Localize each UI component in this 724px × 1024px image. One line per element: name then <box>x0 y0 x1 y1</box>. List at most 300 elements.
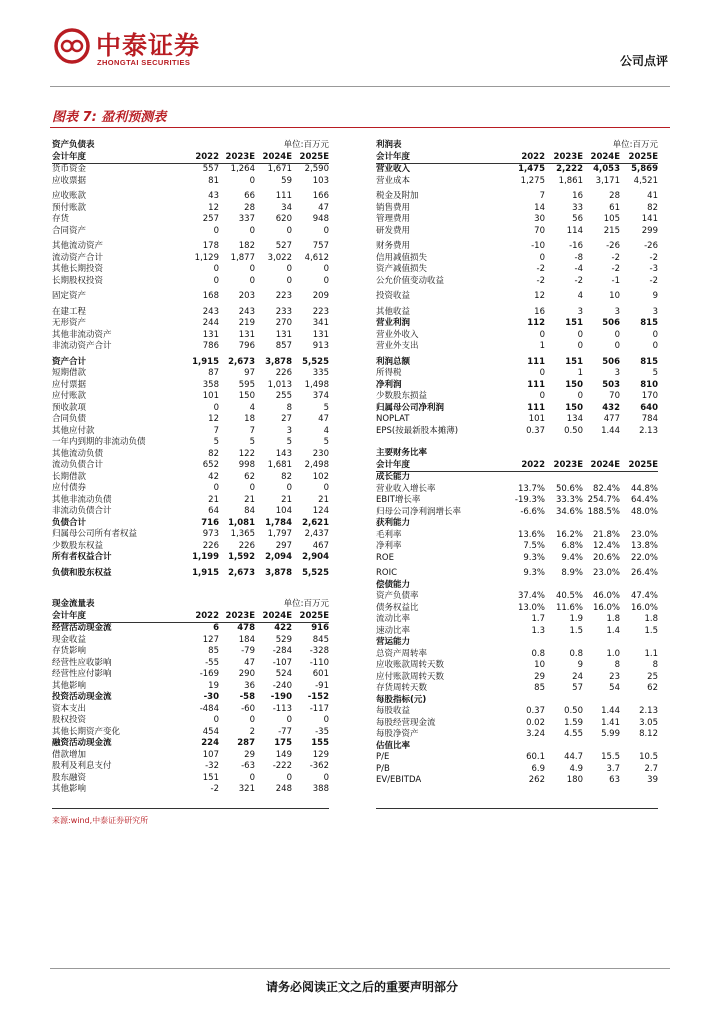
cell-value: 16 <box>572 191 583 201</box>
cell-value: 3,878 <box>265 567 292 578</box>
cell-value: 4,612 <box>304 252 329 263</box>
cell-value: 8 <box>614 660 620 670</box>
cell-value: 1,264 <box>230 164 255 174</box>
cell-value: 102 <box>312 471 329 482</box>
row-label: 其他非流动负债 <box>52 494 112 505</box>
row-label: ROE <box>376 552 394 563</box>
table-row <box>52 380 329 392</box>
cell-value: 557 <box>202 164 219 174</box>
cell-value: 0 <box>539 252 545 263</box>
table-row <box>376 672 658 684</box>
cell-value: 12 <box>534 291 545 301</box>
logo-text-en: ZHONGTAI SECURITIES <box>97 58 191 67</box>
cell-value: 477 <box>603 414 620 424</box>
bottom-rule-right <box>376 808 658 809</box>
cell-value: 2.13 <box>639 425 658 436</box>
column-header: 2024E <box>262 151 292 162</box>
cell-value: 0 <box>213 715 219 725</box>
cell-value: -6.6% <box>520 506 545 517</box>
cell-value: 5 <box>323 437 329 447</box>
cell-value: 175 <box>274 738 292 748</box>
cell-value: 150 <box>238 391 255 401</box>
cell-value: -328 <box>309 646 329 656</box>
cell-value: 141 <box>641 214 658 224</box>
table-row <box>52 276 329 288</box>
row-label: 一年内到期的非流动负债 <box>52 437 146 447</box>
cell-value: 6.8% <box>561 541 583 551</box>
cell-value: -2 <box>574 275 583 286</box>
row-label: 预收款项 <box>52 402 87 413</box>
column-header: 会计年度 <box>52 151 87 162</box>
cell-value: 796 <box>238 341 255 351</box>
page-header <box>0 0 724 80</box>
table-row <box>52 241 329 253</box>
cell-value: 467 <box>312 540 329 551</box>
cell-value: 2,621 <box>302 517 329 528</box>
row-label: 现金收益 <box>52 634 87 645</box>
cell-value: 524 <box>275 669 292 679</box>
table-row <box>52 291 329 303</box>
cell-value: 0 <box>577 341 583 351</box>
figure-title: 图表 7: 盈利预测表 <box>52 110 167 125</box>
cell-value: 1,784 <box>265 517 292 528</box>
row-label: 流动负债合计 <box>52 460 104 470</box>
cell-value: 28 <box>609 191 620 201</box>
cell-value: 18 <box>244 414 255 424</box>
cell-value: 1,498 <box>304 379 329 390</box>
table-row <box>376 191 658 203</box>
cell-value: 0.37 <box>526 706 545 716</box>
cell-value: 1,275 <box>520 175 545 186</box>
column-header: 2022 <box>195 151 219 162</box>
row-label: 成长能力 <box>376 472 411 482</box>
row-label: 资产合计 <box>52 356 87 367</box>
cell-value: 87 <box>208 368 219 378</box>
row-label: 其他应付款 <box>52 425 95 436</box>
table-row <box>376 695 658 707</box>
table-row <box>376 626 658 638</box>
cell-value: 948 <box>312 214 329 224</box>
table-row <box>376 330 658 342</box>
cell-value: 122 <box>238 448 255 459</box>
cell-value: 21.8% <box>592 529 620 540</box>
cell-value: 529 <box>275 634 292 645</box>
cell-value: -222 <box>272 761 292 771</box>
cell-value: 3,022 <box>267 252 292 263</box>
cell-value: 913 <box>312 341 329 351</box>
row-label: 应收账款周转天数 <box>376 660 445 670</box>
cell-value: 0 <box>323 772 329 783</box>
table-row <box>52 506 329 518</box>
row-label: 营业收入增长率 <box>376 483 436 494</box>
cell-value: 0 <box>213 483 219 493</box>
row-label: 其他长期资产变化 <box>52 726 121 737</box>
table-row <box>52 226 329 238</box>
footer-divider <box>50 968 670 969</box>
cell-value: 111 <box>527 356 545 367</box>
table-row <box>52 635 329 647</box>
table-row <box>376 591 658 603</box>
cashflow-title-row <box>52 599 329 611</box>
cell-value: 784 <box>641 414 658 424</box>
cell-value: -113 <box>272 703 292 714</box>
cell-value: 21 <box>244 494 255 505</box>
cell-value: -2 <box>611 252 620 263</box>
cell-value: 149 <box>275 749 292 760</box>
cell-value: 56 <box>572 214 583 224</box>
cell-value: 155 <box>311 738 329 748</box>
cell-value: 2,673 <box>228 567 255 578</box>
cell-value: 9 <box>577 660 583 670</box>
cell-value: 70 <box>534 225 545 236</box>
row-label: 归属母公司净利润 <box>376 402 445 413</box>
row-label: P/B <box>376 763 390 774</box>
cell-value: 1.44 <box>601 425 620 436</box>
cell-value: 0.50 <box>564 706 583 716</box>
cell-value: 47.4% <box>630 591 658 601</box>
ratios-title: 主要财务比率 <box>376 448 428 458</box>
footer-disclaimer: 请务必阅读正文之后的重要声明部分 <box>265 980 458 994</box>
cell-value: -79 <box>241 646 255 656</box>
row-label: 应付债券 <box>52 483 87 493</box>
cell-value: 112 <box>527 318 545 328</box>
column-header: 2023E <box>553 459 583 470</box>
cell-value: 13.0% <box>517 602 545 613</box>
table-row <box>52 681 329 693</box>
row-label: 应收票据 <box>52 175 87 186</box>
cell-value: 2.13 <box>639 706 658 716</box>
row-label: EBIT增长率 <box>376 495 421 505</box>
table-row <box>52 552 329 564</box>
cell-value: 23 <box>609 671 620 682</box>
cell-value: 0 <box>213 402 219 413</box>
cell-value: -117 <box>309 703 329 714</box>
income-header-row <box>376 152 658 165</box>
cell-value: 64.4% <box>630 495 658 505</box>
cell-value: 170 <box>641 391 658 401</box>
cell-value: 46.0% <box>592 591 620 601</box>
cell-value: 10.5 <box>639 752 658 762</box>
cell-value: 916 <box>311 623 329 633</box>
column-header: 会计年度 <box>52 610 87 621</box>
cell-value: 335 <box>312 368 329 378</box>
row-label: EV/EBITDA <box>376 775 422 785</box>
cell-value: 129 <box>312 749 329 760</box>
cell-value: 1.4 <box>606 625 620 636</box>
cell-value: -77 <box>278 726 292 737</box>
table-row <box>52 704 329 716</box>
row-label: 在建工程 <box>52 306 87 317</box>
cell-value: 12 <box>208 202 219 213</box>
cell-value: -362 <box>309 761 329 771</box>
logo-text-cn: 中泰证券 <box>96 31 201 60</box>
cell-value: 203 <box>238 291 255 301</box>
cell-value: 1,877 <box>230 252 255 263</box>
cell-value: 2,222 <box>556 164 583 174</box>
cell-value: -60 <box>241 703 255 714</box>
cell-value: 41 <box>647 191 658 201</box>
cell-value: 257 <box>202 214 219 224</box>
cell-value: 103 <box>312 175 329 186</box>
cell-value: 243 <box>238 306 255 317</box>
cell-value: 0 <box>577 391 583 401</box>
cell-value: 1,861 <box>558 175 583 186</box>
cell-value: 6.9 <box>531 763 545 774</box>
row-label: 所有者权益合计 <box>52 552 112 562</box>
row-label: 资产减值损失 <box>376 264 428 274</box>
cell-value: 151 <box>202 772 219 783</box>
cell-value: 16 <box>534 306 545 317</box>
cell-value: 0 <box>539 329 545 340</box>
cell-value: -63 <box>241 761 255 771</box>
cell-value: 1.7 <box>531 614 545 624</box>
table-row <box>52 341 329 353</box>
row-label: 其他长期投资 <box>52 264 104 274</box>
table-row <box>376 649 658 661</box>
row-label: 每股净资产 <box>376 729 419 739</box>
cell-value: 9.4% <box>561 552 583 563</box>
row-label: 合同负债 <box>52 414 87 424</box>
cell-value: 14 <box>534 202 545 213</box>
row-label: 信用减值损失 <box>376 252 428 263</box>
cell-value: 40.5% <box>555 591 583 601</box>
row-label: 存货影响 <box>52 646 87 656</box>
cell-value: -2 <box>536 264 545 274</box>
financial-ratios-table <box>376 448 658 787</box>
row-label: 营业成本 <box>376 175 411 186</box>
cell-value: 1,915 <box>192 567 219 578</box>
cell-value: 2,498 <box>304 460 329 470</box>
table-row <box>52 623 329 635</box>
cell-value: -2 <box>649 275 658 286</box>
cell-value: 85 <box>534 683 545 693</box>
table-row <box>376 530 658 542</box>
cell-value: 62 <box>244 471 255 482</box>
cell-value: 857 <box>275 341 292 351</box>
cell-value: 337 <box>238 214 255 224</box>
cell-value: 19 <box>208 680 219 691</box>
cell-value: -2 <box>611 264 620 274</box>
cell-value: -10 <box>531 241 545 251</box>
cell-value: -152 <box>307 692 329 702</box>
cell-value: 422 <box>274 623 292 633</box>
cell-value: 0 <box>323 715 329 725</box>
table-row <box>52 646 329 658</box>
cell-value: 223 <box>312 306 329 317</box>
table-row <box>52 518 329 530</box>
row-label: 长期股权投资 <box>52 275 104 286</box>
cell-value: 0 <box>577 329 583 340</box>
cell-value: 10 <box>609 291 620 301</box>
cell-value: 20.6% <box>592 552 620 563</box>
cell-value: 97 <box>244 368 255 378</box>
cell-value: 28 <box>244 202 255 213</box>
cell-value: 8.12 <box>639 729 658 739</box>
cell-value: 7 <box>539 191 545 201</box>
table-row <box>376 241 658 253</box>
cell-value: 21 <box>318 494 329 505</box>
cell-value: 26.4% <box>630 568 658 578</box>
cell-value: 388 <box>312 784 329 794</box>
table-row <box>376 226 658 238</box>
row-label: 投资活动现金流 <box>52 692 112 702</box>
cell-value: 233 <box>275 306 292 317</box>
cell-value: 33.3% <box>555 495 583 505</box>
cell-value: 7 <box>249 425 255 436</box>
cell-value: 7 <box>213 425 219 436</box>
table-row <box>376 580 658 592</box>
cell-value: 11.6% <box>555 602 583 613</box>
report-type-label: 公司点评 <box>619 54 668 68</box>
table-row <box>52 307 329 319</box>
cell-value: 12.4% <box>592 541 620 551</box>
row-label: 毛利率 <box>376 529 402 540</box>
row-label: 每股经营现金流 <box>376 717 436 728</box>
cell-value: 640 <box>640 402 658 413</box>
cell-value: 60.1 <box>526 752 545 762</box>
cell-value: 226 <box>238 540 255 551</box>
table-row <box>52 357 329 369</box>
cell-value: 219 <box>238 318 255 328</box>
cell-value: 29 <box>534 671 545 682</box>
column-header: 2025E <box>628 151 658 162</box>
cell-value: 1,915 <box>192 356 219 367</box>
cell-value: 0.8 <box>531 648 545 659</box>
cell-value: 2,590 <box>304 164 329 174</box>
column-header: 2024E <box>590 459 620 470</box>
cell-value: 290 <box>238 669 255 679</box>
cell-value: 845 <box>312 634 329 645</box>
row-label: EPS(按最新股本摊薄) <box>376 425 459 436</box>
table-row <box>52 669 329 681</box>
cell-value: -3 <box>649 264 658 274</box>
row-label: 应付票据 <box>52 379 87 390</box>
cell-value: 33 <box>572 202 583 213</box>
cell-value: 255 <box>275 391 292 401</box>
cell-value: 81 <box>208 175 219 186</box>
cashflow-table <box>52 599 329 796</box>
cell-value: 43 <box>208 191 219 201</box>
cell-value: 4,053 <box>593 164 620 174</box>
cell-value: 226 <box>275 368 292 378</box>
row-label: 应付账款周转天数 <box>376 671 445 682</box>
table-row <box>376 391 658 403</box>
row-label: 债务权益比 <box>376 602 419 613</box>
table-row <box>376 706 658 718</box>
cell-value: 1.59 <box>564 717 583 728</box>
cell-value: 22.0% <box>630 552 658 563</box>
cell-value: 4 <box>577 291 583 301</box>
bottom-rule-left <box>52 808 329 809</box>
row-label: 短期借款 <box>52 368 87 378</box>
table-row <box>52 472 329 484</box>
cell-value: 47 <box>244 657 255 668</box>
row-label: 每股收益 <box>376 706 411 716</box>
cell-value: 8 <box>286 402 292 413</box>
cell-value: 5 <box>323 402 329 413</box>
cell-value: 70 <box>609 391 620 401</box>
row-label: 货币资金 <box>52 164 87 174</box>
row-label: 负债合计 <box>52 517 87 528</box>
row-label: NOPLAT <box>376 414 410 424</box>
cell-value: 1,797 <box>267 529 292 539</box>
cell-value: 1,671 <box>267 164 292 174</box>
cell-value: -1 <box>611 275 620 286</box>
cell-value: 3 <box>577 306 583 317</box>
cell-value: 10 <box>534 660 545 670</box>
row-label: 其他流动资产 <box>52 241 104 251</box>
cell-value: 1.1 <box>644 648 658 659</box>
cell-value: 1,681 <box>267 460 292 470</box>
cell-value: 0.37 <box>526 425 545 436</box>
cell-value: 2,437 <box>304 529 329 539</box>
table-row <box>376 203 658 215</box>
cell-value: 82.4% <box>592 483 620 494</box>
cell-value: 1.8 <box>644 614 658 624</box>
cell-value: 432 <box>602 402 620 413</box>
column-header: 2023E <box>553 151 583 162</box>
cell-value: 124 <box>312 506 329 516</box>
cell-value: 998 <box>238 460 255 470</box>
cell-value: 321 <box>238 784 255 794</box>
cell-value: 0 <box>249 483 255 493</box>
cell-value: 1,592 <box>228 552 255 562</box>
cell-value: 8 <box>652 660 658 670</box>
row-label: 研发费用 <box>376 225 411 236</box>
row-label: 预付账款 <box>52 202 87 213</box>
cell-value: 299 <box>641 225 658 236</box>
income-title: 利润表 <box>376 140 402 150</box>
table-row <box>52 214 329 226</box>
table-row <box>52 318 329 330</box>
cell-value: 224 <box>201 738 219 748</box>
cell-value: 5 <box>249 437 255 447</box>
cell-value: 101 <box>528 414 545 424</box>
cell-value: 287 <box>237 738 255 748</box>
cell-value: 595 <box>238 379 255 390</box>
cell-value: 0 <box>539 368 545 378</box>
cell-value: 1.41 <box>601 717 620 728</box>
cell-value: 66 <box>244 191 255 201</box>
cell-value: -190 <box>270 692 292 702</box>
cell-value: -35 <box>315 726 329 737</box>
cell-value: 0 <box>614 329 620 340</box>
cell-value: 248 <box>275 784 292 794</box>
cell-value: 0 <box>249 175 255 186</box>
cell-value: 358 <box>202 379 219 390</box>
cell-value: 42 <box>208 471 219 482</box>
cell-value: 82 <box>647 202 658 213</box>
cell-value: 810 <box>640 379 658 390</box>
zhongtai-logo-icon <box>54 28 90 64</box>
cell-value: 0 <box>249 275 255 286</box>
cell-value: 254.7% <box>587 495 620 505</box>
cell-value: 24 <box>572 671 583 682</box>
row-label: 少数股东权益 <box>52 540 104 551</box>
cell-value: 13.7% <box>517 483 545 494</box>
cell-value: -58 <box>239 692 255 702</box>
cashflow-unit: 单位:百万元 <box>283 599 329 609</box>
cell-value: 2 <box>249 726 255 737</box>
row-label: 其他收益 <box>376 306 411 317</box>
column-header: 2024E <box>262 610 292 621</box>
cell-value: 244 <box>202 318 219 328</box>
cell-value: 4,521 <box>633 175 658 186</box>
cell-value: 3.7 <box>606 763 620 774</box>
cell-value: 5 <box>652 368 658 378</box>
cell-value: -30 <box>203 692 219 702</box>
cell-value: 134 <box>566 414 583 424</box>
